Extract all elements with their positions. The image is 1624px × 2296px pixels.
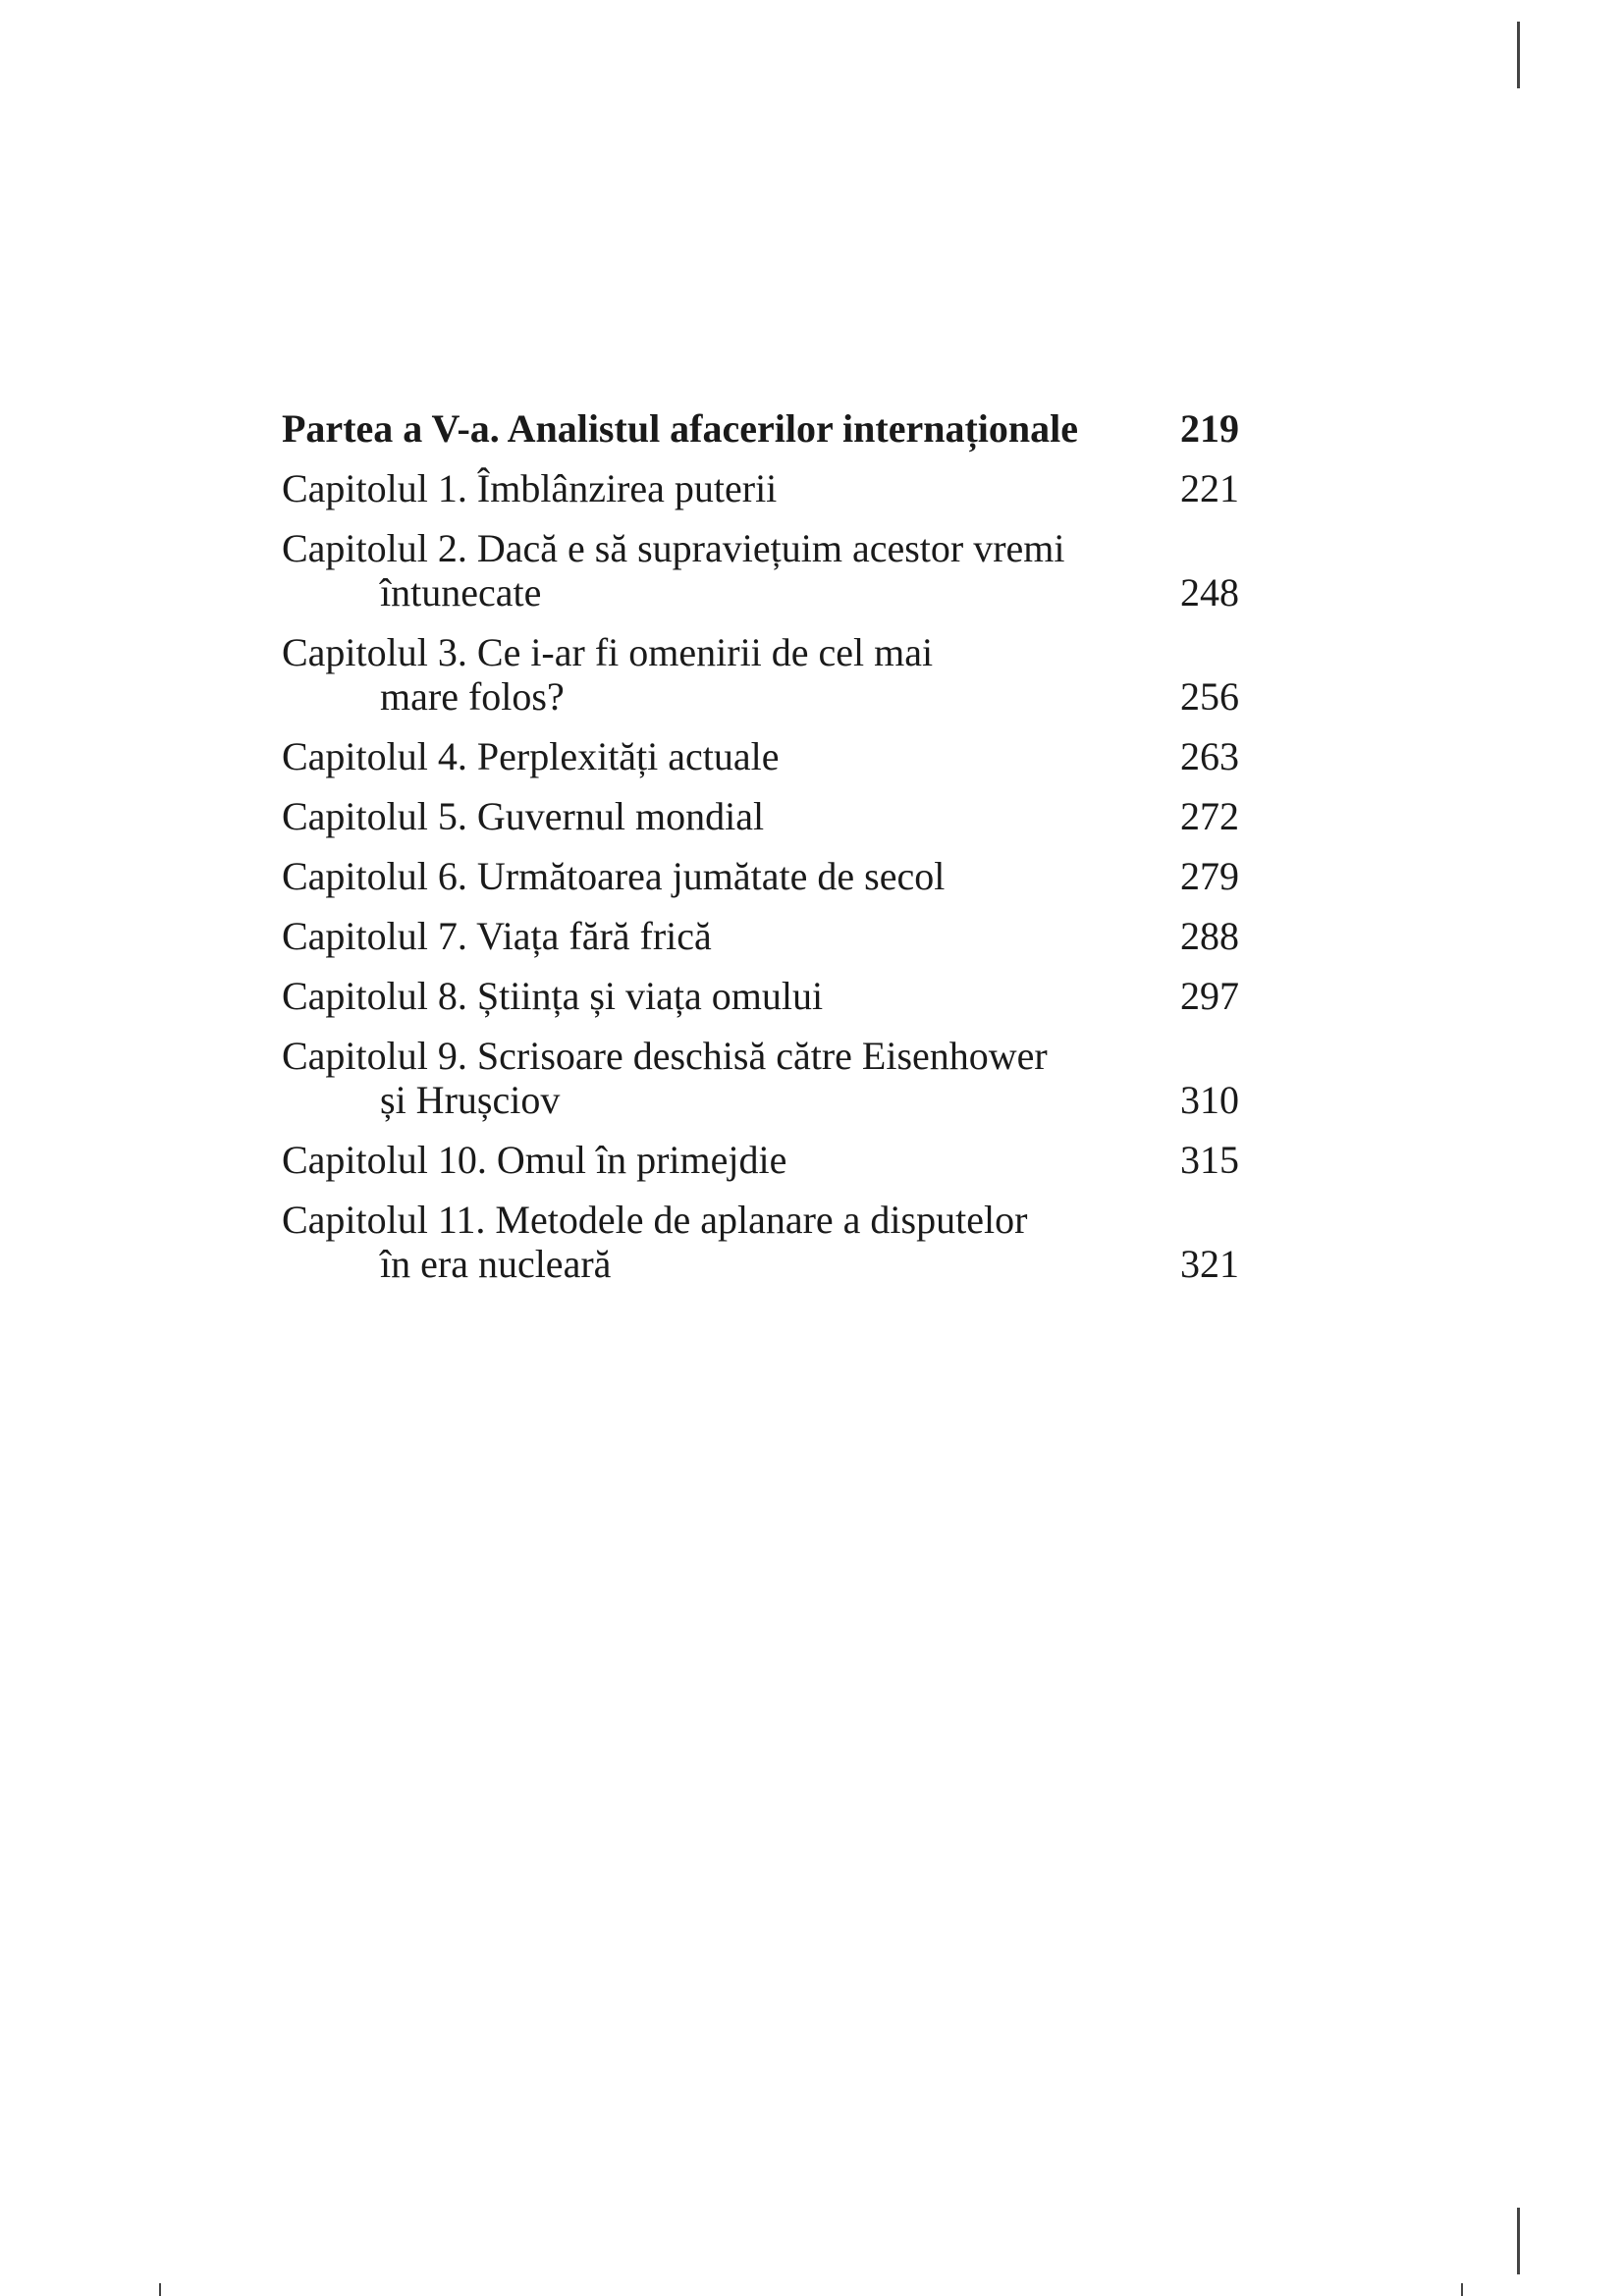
crop-mark-bottom-mid (1461, 2283, 1463, 2296)
toc-chapter-title: Capitolul 10. Omul în primejdie (282, 1138, 787, 1182)
toc-chapter-8 (282, 974, 1239, 1018)
toc-chapter-title: Capitolul 8. Știința și viața omului (282, 974, 824, 1018)
toc-part-page: 219 (1180, 406, 1239, 451)
toc-chapter-page: 279 (1180, 854, 1239, 898)
toc-chapter-page: 221 (1180, 466, 1239, 510)
toc-chapter-6 (282, 854, 1239, 898)
toc-chapter-page: 315 (1180, 1138, 1239, 1182)
toc-chapter-3 (282, 630, 1239, 719)
toc-chapter-title: Capitolul 11. Metodele de aplanare a disputelor în era nucleară (282, 1198, 1028, 1286)
toc-chapter-title: Capitolul 4. Perplexități actuale (282, 734, 780, 778)
crop-mark-top-right (1517, 22, 1520, 88)
toc-chapter-5 (282, 794, 1239, 838)
toc-chapter-page: 288 (1180, 914, 1239, 958)
toc-chapter-9 (282, 1034, 1239, 1122)
toc-chapter-1 (282, 466, 1239, 510)
toc-chapter-title: Capitolul 2. Dacă e să supraviețuim acestor vremi întunecate (282, 526, 1065, 614)
toc-part-title: Partea a V-a. Analistul afacerilor internaționale (282, 406, 1078, 451)
toc-chapter-10 (282, 1138, 1239, 1182)
toc-chapter-title: Capitolul 5. Guvernul mondial (282, 794, 765, 838)
toc-chapter-2 (282, 526, 1239, 614)
toc-chapter-title: Capitolul 1. Îmblânzirea puterii (282, 466, 778, 510)
toc-chapter-title: Capitolul 7. Viața fără frică (282, 914, 712, 958)
toc-chapter-title: Capitolul 6. Următoarea jumătate de secol (282, 854, 946, 898)
toc-chapter-4 (282, 734, 1239, 778)
toc-chapter-11 (282, 1198, 1239, 1286)
table-of-contents (282, 406, 1239, 1302)
toc-chapter-page: 272 (1180, 794, 1239, 838)
toc-chapter-title: Capitolul 3. Ce i-ar fi omenirii de cel mai mare folos? (282, 630, 934, 719)
toc-chapter-page: 256 (1180, 674, 1239, 719)
toc-part-heading (282, 406, 1239, 451)
toc-chapter-page: 248 (1180, 570, 1239, 614)
toc-chapter-7 (282, 914, 1239, 958)
crop-mark-bottom-right (1517, 2208, 1520, 2274)
toc-chapter-page: 321 (1180, 1242, 1239, 1286)
crop-mark-bottom-left (159, 2283, 161, 2296)
toc-chapter-page: 310 (1180, 1078, 1239, 1122)
toc-chapter-page: 263 (1180, 734, 1239, 778)
toc-chapter-title: Capitolul 9. Scrisoare deschisă către Eisenhower și Hrușciov (282, 1034, 1048, 1122)
toc-chapter-page: 297 (1180, 974, 1239, 1018)
